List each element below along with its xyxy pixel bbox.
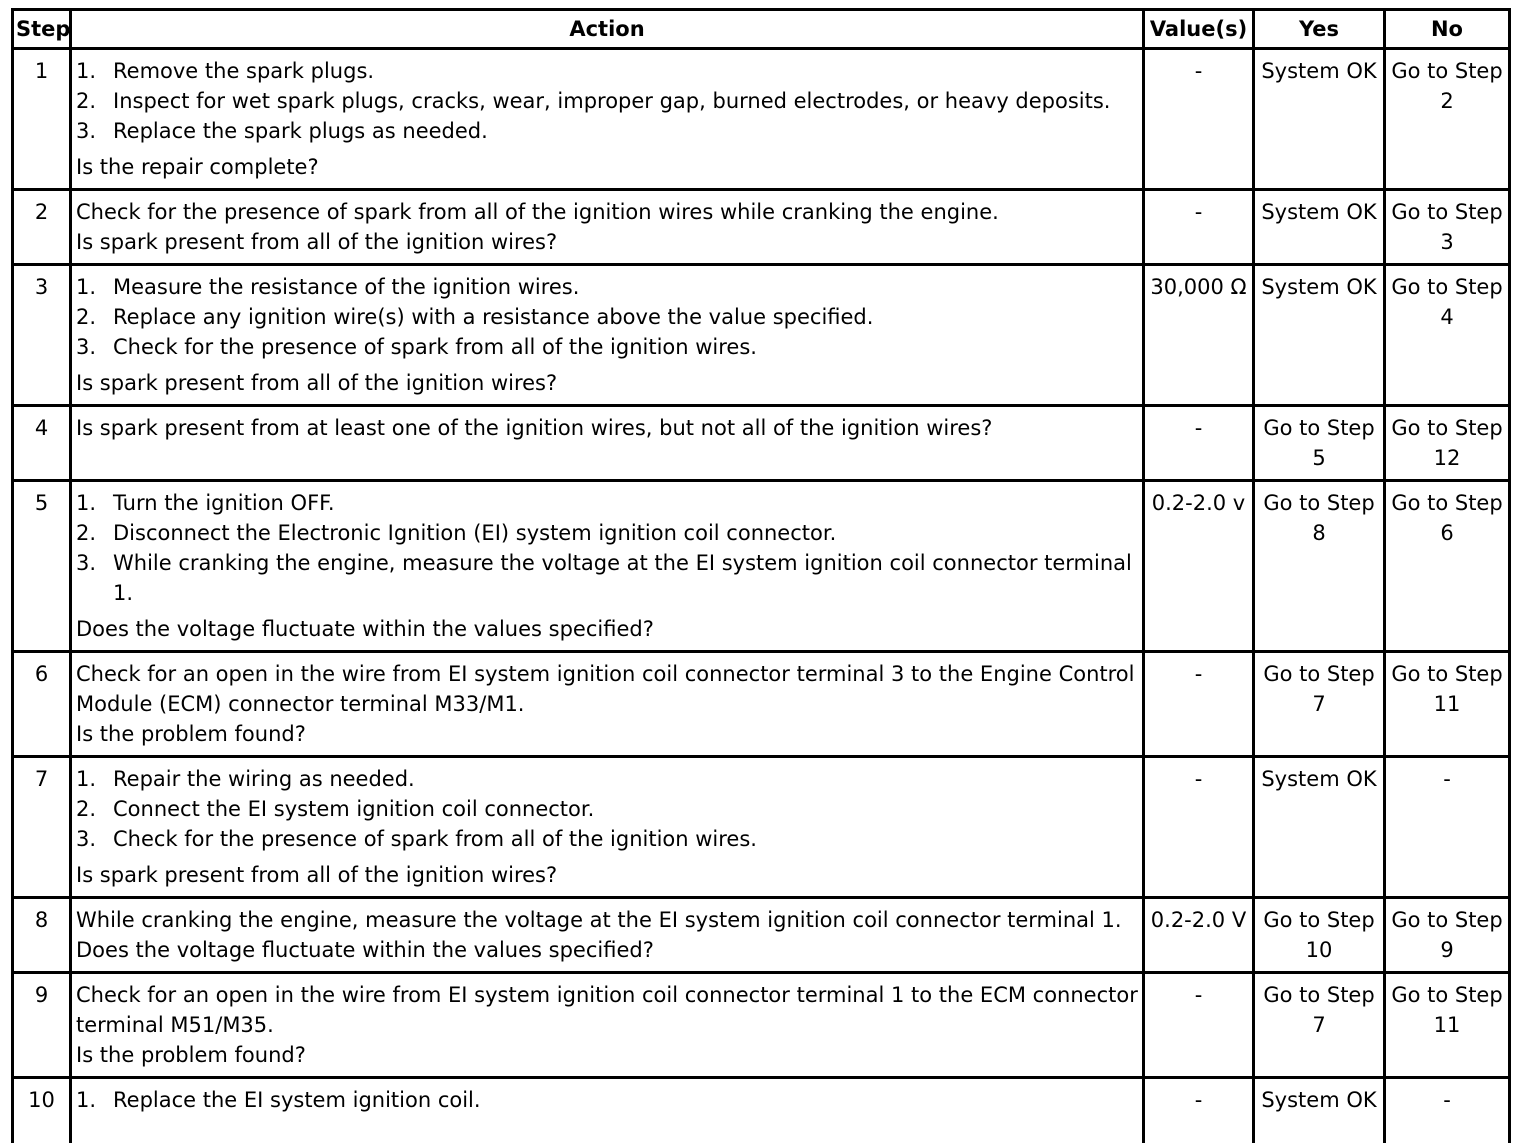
action-step-item (76, 86, 1138, 116)
action-step-number: 2. (76, 302, 113, 332)
action-cell (71, 481, 1144, 652)
action-step-number: 3. (76, 116, 113, 146)
yes-result: 7 (1259, 1010, 1379, 1040)
yes-cell (1254, 265, 1385, 406)
table-row (13, 49, 1510, 190)
yes-cell (1254, 481, 1385, 652)
action-cell (71, 652, 1144, 757)
value-cell: - (1144, 190, 1254, 265)
action-text-line: Check for the presence of spark from all of the ignition wires while cranking the engine. (76, 197, 1138, 227)
no-result: Go to Step (1390, 413, 1504, 443)
yes-result: 8 (1259, 518, 1379, 548)
yes-result: 5 (1259, 443, 1379, 473)
no-result: - (1390, 764, 1504, 794)
action-cell (71, 190, 1144, 265)
no-result: Go to Step (1390, 905, 1504, 935)
table-row (13, 1078, 1510, 1143)
yes-result: Go to Step (1259, 980, 1379, 1010)
step-number: 10 (13, 1078, 71, 1143)
value-cell: - (1144, 973, 1254, 1078)
table-row (13, 898, 1510, 973)
no-result: Go to Step (1390, 272, 1504, 302)
step-number: 4 (13, 406, 71, 481)
action-text-line: Is the problem found? (76, 1040, 1138, 1070)
action-step-text: Replace the EI system ignition coil. (113, 1085, 481, 1115)
action-text-line: terminal M51/M35. (76, 1010, 1138, 1040)
action-question: Is spark present from all of the ignition wires? (76, 860, 1138, 890)
action-step-item (76, 56, 1138, 86)
no-cell (1385, 190, 1510, 265)
action-question: Is spark present from all of the ignition wires? (76, 368, 1138, 398)
action-step-text: While cranking the engine, measure the voltage at the EI system ignition coil connector terminal 1. (113, 548, 1138, 608)
action-step-text: Repair the wiring as needed. (113, 764, 415, 794)
yes-result: System OK (1259, 56, 1379, 86)
action-step-number: 1. (76, 488, 113, 518)
yes-result: 10 (1259, 935, 1379, 965)
action-step-text: Replace any ignition wire(s) with a resistance above the value specified. (113, 302, 873, 332)
action-text-line: Check for an open in the wire from EI system ignition coil connector terminal 3 to the Engine Control (76, 659, 1138, 689)
action-step-number: 3. (76, 332, 113, 362)
step-number: 7 (13, 757, 71, 898)
action-steps-list (76, 764, 1138, 854)
no-cell (1385, 1078, 1510, 1143)
action-step-text: Turn the ignition OFF. (113, 488, 335, 518)
yes-cell (1254, 757, 1385, 898)
no-result: Go to Step (1390, 659, 1504, 689)
action-step-item (76, 794, 1138, 824)
no-result: Go to Step (1390, 197, 1504, 227)
action-step-number: 1. (76, 764, 113, 794)
yes-cell (1254, 406, 1385, 481)
no-cell (1385, 898, 1510, 973)
step-number: 1 (13, 49, 71, 190)
yes-result: System OK (1259, 764, 1379, 794)
table-row (13, 481, 1510, 652)
header-action: Action (71, 10, 1144, 49)
action-text-line: Check for an open in the wire from EI system ignition coil connector terminal 1 to the ECM connector (76, 980, 1138, 1010)
action-text-line: Is spark present from all of the ignition wires? (76, 227, 1138, 257)
yes-result: Go to Step (1259, 659, 1379, 689)
value-cell: 30,000 Ω (1144, 265, 1254, 406)
yes-cell (1254, 190, 1385, 265)
action-question: Does the voltage fluctuate within the values specified? (76, 614, 1138, 644)
action-step-text: Measure the resistance of the ignition wires. (113, 272, 579, 302)
action-cell (71, 49, 1144, 190)
table-row (13, 406, 1510, 481)
action-step-item (76, 548, 1138, 608)
yes-cell (1254, 49, 1385, 190)
action-cell (71, 1078, 1144, 1143)
action-step-item (76, 764, 1138, 794)
value-cell: - (1144, 49, 1254, 190)
yes-result: Go to Step (1259, 413, 1379, 443)
value-cell: - (1144, 757, 1254, 898)
no-cell (1385, 973, 1510, 1078)
table-row (13, 652, 1510, 757)
yes-cell (1254, 898, 1385, 973)
no-result: 2 (1390, 86, 1504, 116)
header-yes: Yes (1254, 10, 1385, 49)
value-cell: 0.2-2.0 V (1144, 898, 1254, 973)
step-number: 5 (13, 481, 71, 652)
step-number: 2 (13, 190, 71, 265)
no-result: 9 (1390, 935, 1504, 965)
no-result: 11 (1390, 689, 1504, 719)
action-steps-list (76, 1085, 1138, 1115)
yes-result: Go to Step (1259, 488, 1379, 518)
action-step-text: Connect the EI system ignition coil connector. (113, 794, 594, 824)
action-step-item (76, 332, 1138, 362)
no-cell (1385, 406, 1510, 481)
action-steps-list (76, 56, 1138, 146)
no-result: Go to Step (1390, 488, 1504, 518)
action-step-number: 2. (76, 86, 113, 116)
yes-result: Go to Step (1259, 905, 1379, 935)
action-steps-list (76, 488, 1138, 608)
yes-cell (1254, 652, 1385, 757)
table-row (13, 757, 1510, 898)
action-step-item (76, 116, 1138, 146)
action-step-number: 2. (76, 794, 113, 824)
value-cell: - (1144, 652, 1254, 757)
step-number: 6 (13, 652, 71, 757)
yes-result: 7 (1259, 689, 1379, 719)
action-cell (71, 406, 1144, 481)
action-step-item (76, 488, 1138, 518)
action-question: Is the repair complete? (76, 152, 1138, 182)
no-result: 12 (1390, 443, 1504, 473)
no-result: 4 (1390, 302, 1504, 332)
no-result: Go to Step (1390, 56, 1504, 86)
action-step-text: Check for the presence of spark from all of the ignition wires. (113, 824, 757, 854)
action-step-number: 1. (76, 272, 113, 302)
no-result: 6 (1390, 518, 1504, 548)
no-cell (1385, 652, 1510, 757)
action-step-text: Remove the spark plugs. (113, 56, 374, 86)
action-step-item (76, 824, 1138, 854)
value-cell: - (1144, 1078, 1254, 1143)
no-result: 3 (1390, 227, 1504, 257)
diagnostic-table (11, 8, 1511, 1143)
table-row (13, 265, 1510, 406)
action-step-item (76, 1085, 1138, 1115)
action-step-number: 1. (76, 56, 113, 86)
action-text-line: Module (ECM) connector terminal M33/M1. (76, 689, 1138, 719)
no-cell (1385, 481, 1510, 652)
header-values: Value(s) (1144, 10, 1254, 49)
yes-result: System OK (1259, 272, 1379, 302)
value-cell: 0.2-2.0 v (1144, 481, 1254, 652)
action-step-number: 2. (76, 518, 113, 548)
table-row (13, 973, 1510, 1078)
action-step-number: 3. (76, 548, 113, 608)
step-number: 9 (13, 973, 71, 1078)
value-cell: - (1144, 406, 1254, 481)
action-cell (71, 265, 1144, 406)
yes-cell (1254, 973, 1385, 1078)
yes-cell (1254, 1078, 1385, 1143)
header-no: No (1385, 10, 1510, 49)
action-step-item (76, 518, 1138, 548)
action-steps-list (76, 272, 1138, 362)
action-text-line: Does the voltage fluctuate within the values specified? (76, 935, 1138, 965)
diagnostic-table-sheet (11, 8, 1508, 1143)
action-step-text: Inspect for wet spark plugs, cracks, wear, improper gap, burned electrodes, or heavy deposits. (113, 86, 1110, 116)
header-row (13, 10, 1510, 49)
action-cell (71, 898, 1144, 973)
action-step-number: 1. (76, 1085, 113, 1115)
no-result: - (1390, 1085, 1504, 1115)
table-row (13, 190, 1510, 265)
step-number: 3 (13, 265, 71, 406)
no-result: Go to Step (1390, 980, 1504, 1010)
action-text-line: While cranking the engine, measure the voltage at the EI system ignition coil connector terminal 1. (76, 905, 1138, 935)
no-cell (1385, 49, 1510, 190)
action-text-line: Is the problem found? (76, 719, 1138, 749)
action-step-item (76, 272, 1138, 302)
yes-result: System OK (1259, 1085, 1379, 1115)
header-step: Step (13, 10, 71, 49)
action-step-number: 3. (76, 824, 113, 854)
action-step-text: Disconnect the Electronic Ignition (EI) system ignition coil connector. (113, 518, 836, 548)
step-number: 8 (13, 898, 71, 973)
no-cell (1385, 757, 1510, 898)
action-cell (71, 757, 1144, 898)
no-cell (1385, 265, 1510, 406)
action-cell (71, 973, 1144, 1078)
yes-result: System OK (1259, 197, 1379, 227)
action-text-line: Is spark present from at least one of the ignition wires, but not all of the ignition wires? (76, 413, 1138, 443)
action-step-text: Replace the spark plugs as needed. (113, 116, 488, 146)
no-result: 11 (1390, 1010, 1504, 1040)
action-step-text: Check for the presence of spark from all of the ignition wires. (113, 332, 757, 362)
table-body (13, 49, 1510, 1143)
action-step-item (76, 302, 1138, 332)
